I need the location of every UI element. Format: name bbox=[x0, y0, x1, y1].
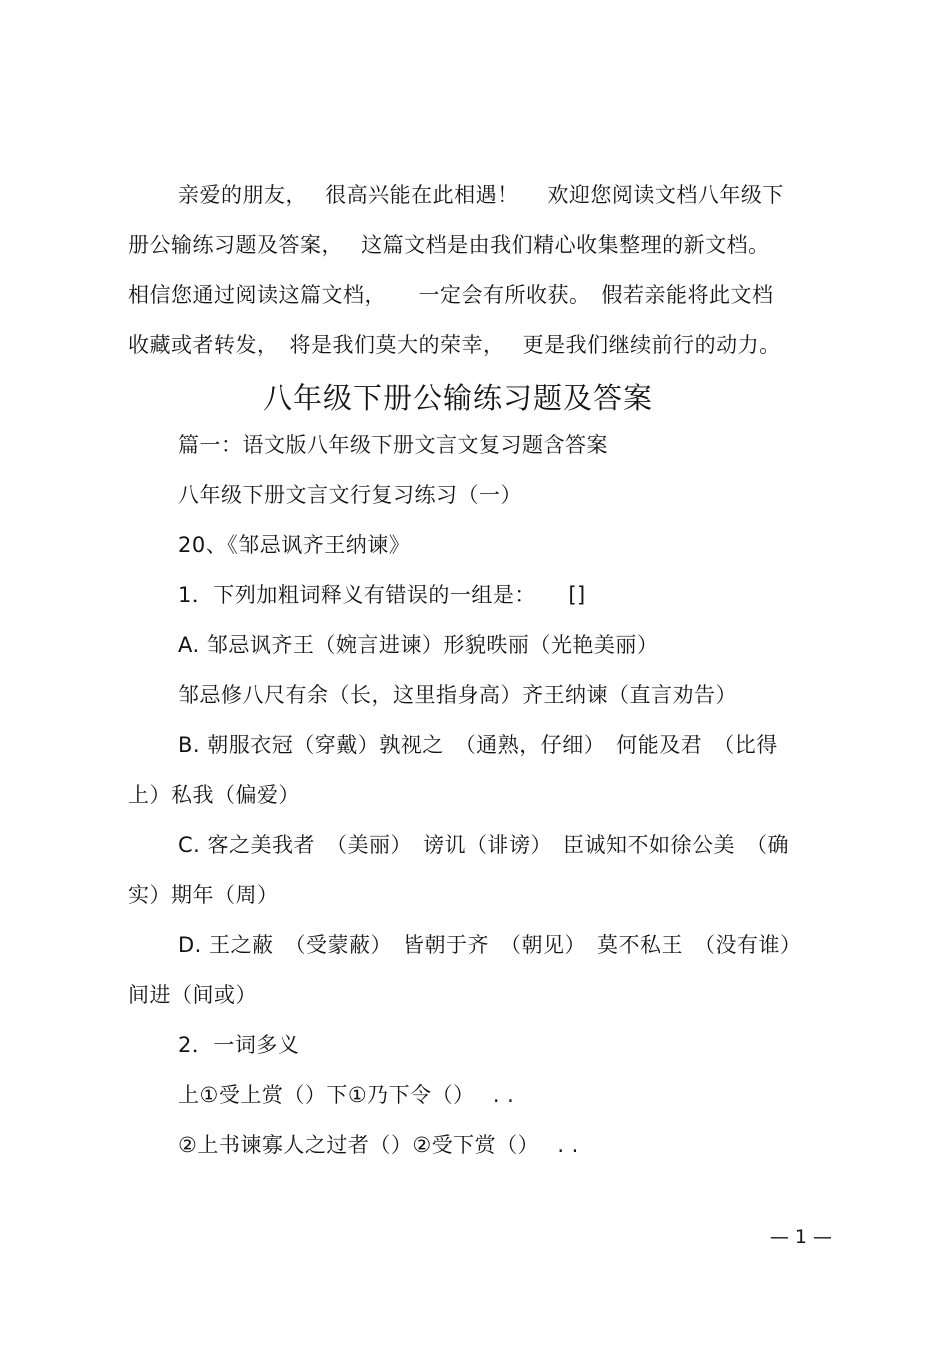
intro-line-2: 册公输练习题及答案， 这篇文档是由我们精心收集整理的新文档。 bbox=[128, 233, 770, 257]
body-line: ②上书谏寡人之过者（）②受下赏（） . . bbox=[178, 1133, 579, 1157]
question-2: 2．一词多义 bbox=[178, 1033, 300, 1057]
document-title: 八年级下册公输练习题及答案 bbox=[262, 381, 653, 415]
intro-line-3: 相信您通过阅读这篇文档， 一定会有所收获。 假若亲能将此文档 bbox=[128, 283, 774, 307]
intro-line-4: 收藏或者转发， 将是我们莫大的荣幸， 更是我们继续前行的动力。 bbox=[128, 333, 781, 357]
body-line: 篇一：语文版八年级下册文言文复习题含答案 bbox=[178, 433, 608, 457]
option-b-cont: 上）私我（偏爱） bbox=[128, 783, 300, 807]
option-d: D. 王之蔽 （受蒙蔽） 皆朝于齐 （朝见） 莫不私王 （没有谁） bbox=[178, 933, 802, 957]
option-d-cont: 间进（间或） bbox=[128, 983, 257, 1007]
body-line: 八年级下册文言文行复习练习（一） bbox=[178, 483, 522, 507]
intro-line-1: 亲爱的朋友， 很高兴能在此相遇！ 欢迎您阅读文档八年级下 bbox=[178, 183, 784, 207]
option-a-cont: 邹忌修八尺有余（长，这里指身高）齐王纳谏（直言劝告） bbox=[178, 683, 737, 707]
body-line: 20、《邹忌讽齐王纳谏》 bbox=[178, 533, 411, 557]
body-line: 上①受上赏（）下①乃下令（） . . bbox=[178, 1083, 515, 1107]
option-b: B. 朝服衣冠（穿戴）孰视之 （通熟，仔细） 何能及君 （比得 bbox=[178, 733, 778, 757]
page-number: — 1 — bbox=[769, 1226, 832, 1248]
option-a: A. 邹忌讽齐王（婉言进谏）形貌昳丽（光艳美丽） bbox=[178, 633, 659, 657]
question-1: 1．下列加粗词释义有错误的一组是： [] bbox=[178, 583, 586, 607]
option-c-cont: 实）期年（周） bbox=[128, 883, 279, 907]
option-c: C. 客之美我者 （美丽） 谤讥（诽谤） 臣诚知不如徐公美 （确 bbox=[178, 833, 790, 857]
